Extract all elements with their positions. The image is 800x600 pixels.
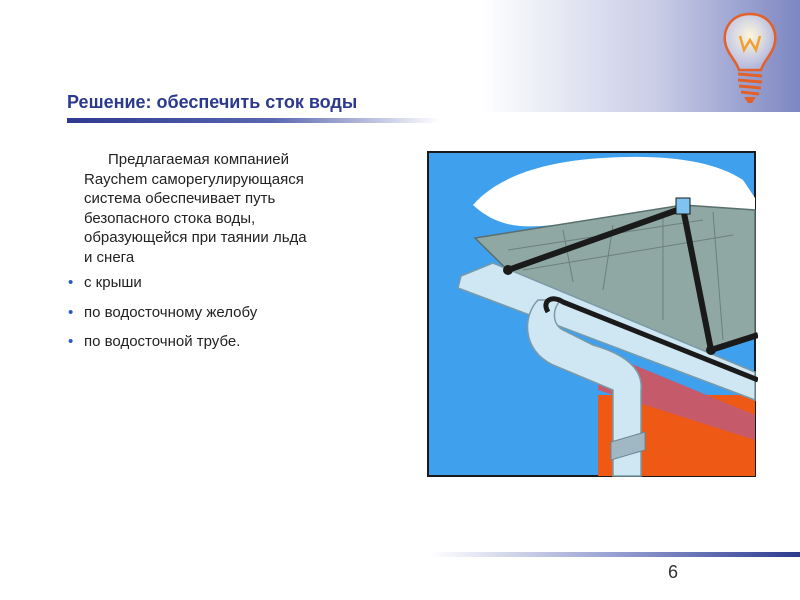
bullet-text: с крыши bbox=[84, 274, 142, 291]
junction-box bbox=[676, 198, 690, 214]
page-number: 6 bbox=[668, 562, 679, 582]
footer-rule bbox=[430, 552, 800, 557]
paragraph-line: и снега bbox=[84, 248, 135, 266]
slide-body bbox=[62, 150, 402, 362]
slide-title: Решение: обеспечить сток воды bbox=[67, 92, 358, 112]
bullet-dot-icon: • bbox=[68, 333, 74, 350]
paragraph-line: Предлагаемая компанией bbox=[108, 151, 289, 168]
paragraph-line: безопасного стока воды, bbox=[84, 209, 256, 227]
cable-node bbox=[503, 265, 513, 275]
bullet-dot-icon: • bbox=[68, 303, 74, 321]
intro-paragraph bbox=[62, 150, 402, 267]
bullet-text: по водосточной трубе. bbox=[84, 333, 241, 350]
light-bulb-icon bbox=[718, 10, 782, 105]
roof-heating-illustration bbox=[413, 150, 758, 480]
bullet-item bbox=[62, 303, 402, 323]
paragraph-line: система обеспечивает путь bbox=[84, 190, 276, 207]
bullet-item bbox=[62, 332, 402, 352]
paragraph-line: образующейся при таянии льда bbox=[84, 229, 307, 246]
bullet-item bbox=[62, 273, 402, 293]
bullet-text: по водосточному желобу bbox=[84, 303, 258, 321]
bullet-list bbox=[62, 273, 402, 352]
paragraph-line: Raychem саморегулирующаяся bbox=[84, 170, 304, 188]
cable-node bbox=[706, 345, 716, 355]
bullet-dot-icon: • bbox=[68, 274, 74, 291]
title-underline bbox=[67, 118, 440, 123]
